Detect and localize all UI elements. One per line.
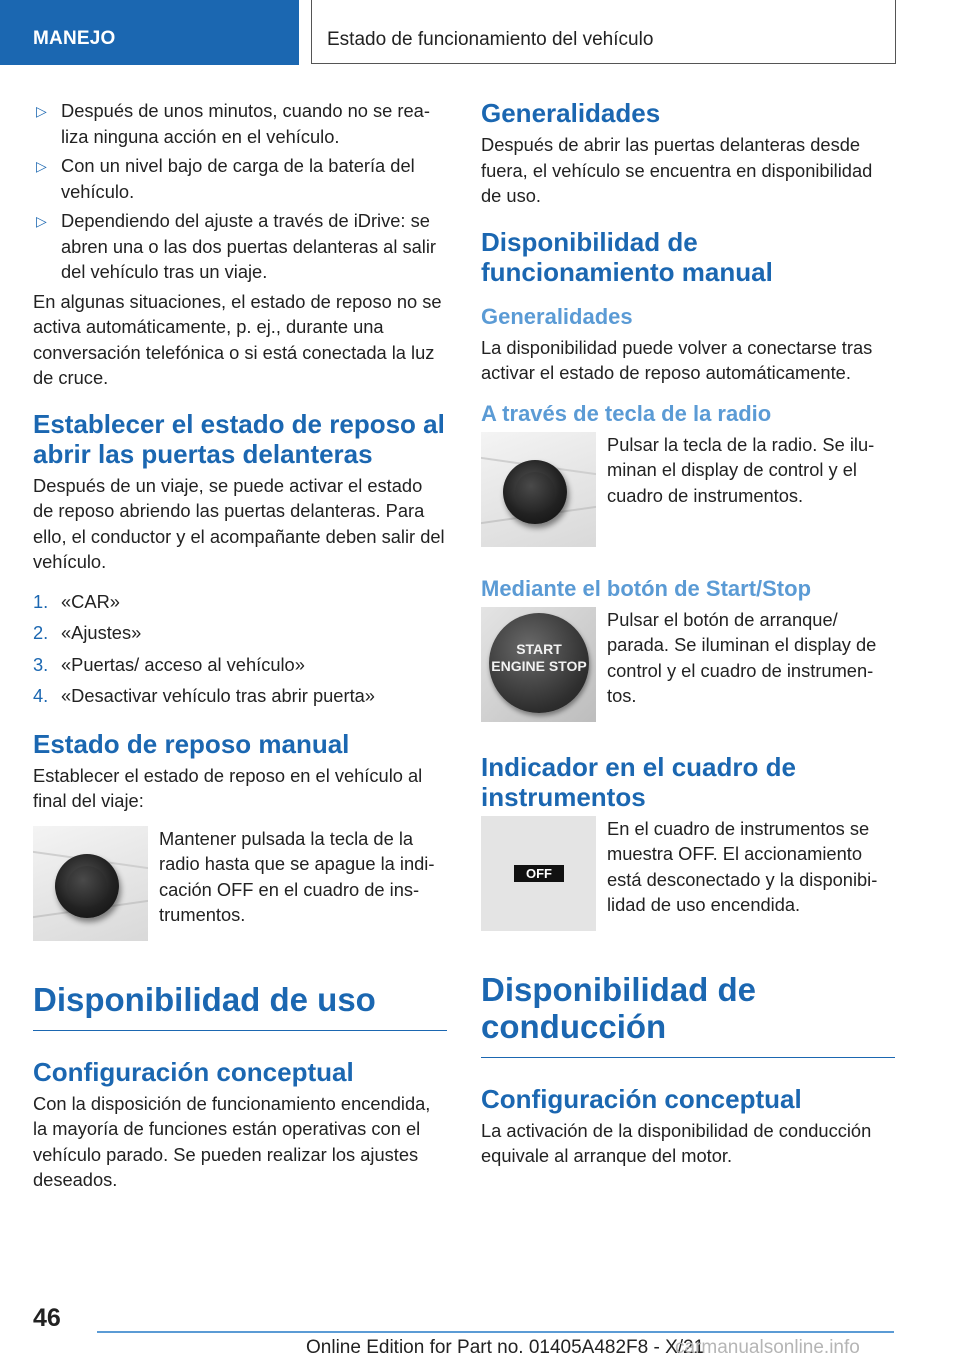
section-heading: Disponibilidad de funcionamiento manual (481, 226, 773, 287)
left-column (33, 98, 447, 1201)
figure-caption: Pulsar la tecla de la radio. Se ilu-minan el display de control y el cuadro de instrumentos. (607, 433, 875, 506)
figure-caption: En el cuadro de instrumentos se muestra OFF. El accionamiento está desconectado y la disponibi-lidad de uso encendida. (607, 817, 878, 915)
section-heading: Indicador en el cuadro de instrumentos (481, 751, 796, 812)
chapter-title: Estado de funcionamiento del vehículo (327, 29, 654, 50)
edition-text: Online Edition for Part no. 01405A482F8 - X/21 (306, 1337, 705, 1358)
step-item: 3. «Puertas/ acceso al vehículo» (33, 653, 305, 675)
figure-row (481, 816, 895, 931)
chapter-heading: Disponibilidad de conducción (481, 971, 895, 1058)
paragraph: Con la disposición de funcionamiento encendida, la mayoría de funciones están operativas con el vehículo parado. Se pueden realizar los ajustes deseados. (33, 1092, 431, 1190)
chapter-heading: Disponibilidad de uso (33, 981, 447, 1031)
bullet-item: ▷ Después de unos minutos, cuando no se rea-liza ninguna acción en el vehículo. (36, 100, 430, 147)
section-heading: Configuración conceptual (481, 1083, 802, 1114)
radio-knob-image (481, 432, 596, 547)
subsection-heading: Generalidades (481, 303, 633, 329)
step-item: 2. «Ajustes» (33, 622, 142, 643)
triangle-bullet-icon: ▷ (36, 158, 47, 174)
paragraph: Después de un viaje, se puede activar el estado de reposo abriendo las puertas delanteras. Para ello, el conductor y el acompañante deben salir del vehículo. (33, 474, 445, 572)
paragraph: Establecer el estado de reposo en el vehículo al final del viaje: (33, 764, 423, 811)
paragraph: En algunas situaciones, el estado de reposo no se activa automáticamente, p. ej., durante una conversación telefónica o si está conectada la luz de cruce. (33, 290, 442, 388)
subsection-heading: A través de tecla de la radio (481, 400, 772, 426)
start-stop-button-image (481, 607, 596, 722)
figure-row (481, 607, 895, 722)
start-button-label: START ENGINE STOP (491, 640, 587, 674)
section-heading: Establecer el estado de reposo al abrir las puertas delanteras (33, 408, 445, 469)
figure-caption: Pulsar el botón de arranque/ parada. Se iluminan el display de control y el cuadro de instrumen-tos. (607, 608, 877, 706)
figure-row (481, 432, 895, 547)
section-label: MANEJO (33, 28, 116, 49)
section-heading: Configuración conceptual (33, 1056, 354, 1087)
page-number: 46 (33, 1304, 61, 1332)
section-tab (0, 0, 299, 65)
paragraph: La activación de la disponibilidad de conducción equivale al arranque del motor. (481, 1119, 872, 1166)
figure-row (33, 826, 447, 941)
right-column (481, 98, 895, 1177)
footer-divider (97, 1331, 894, 1333)
paragraph: Después de abrir las puertas delanteras desde fuera, el vehículo se encuentra en disponibilidad de uso. (481, 134, 873, 206)
radio-knob-image (33, 826, 148, 941)
triangle-bullet-icon: ▷ (36, 213, 47, 229)
section-heading: Generalidades (481, 98, 661, 128)
off-indicator: OFF (514, 865, 564, 882)
paragraph: La disponibilidad puede volver a conectarse tras activar el estado de reposo automáticamente. (481, 336, 873, 383)
bullet-item: ▷ Dependiendo del ajuste a través de iDrive: se abren una o las dos puertas delanteras al salir del vehículo tras un viaje. (36, 210, 436, 282)
chapter-header (311, 0, 896, 64)
bullet-item: ▷ Con un nivel bajo de carga de la batería del vehículo. (36, 155, 415, 202)
step-item: 4. «Desactivar vehículo tras abrir puerta» (33, 685, 375, 706)
subsection-heading: Mediante el botón de Start/Stop (481, 575, 812, 601)
step-item: 1. «CAR» (33, 590, 120, 612)
figure-caption: Mantener pulsada la tecla de la radio hasta que se apague la indi-cación OFF en el cuadro de ins-trumentos. (159, 827, 435, 925)
section-heading: Estado de reposo manual (33, 728, 350, 759)
watermark: carmanualsonline.info (675, 1337, 860, 1358)
triangle-bullet-icon: ▷ (36, 103, 47, 119)
instrument-cluster-off-image (481, 816, 596, 931)
